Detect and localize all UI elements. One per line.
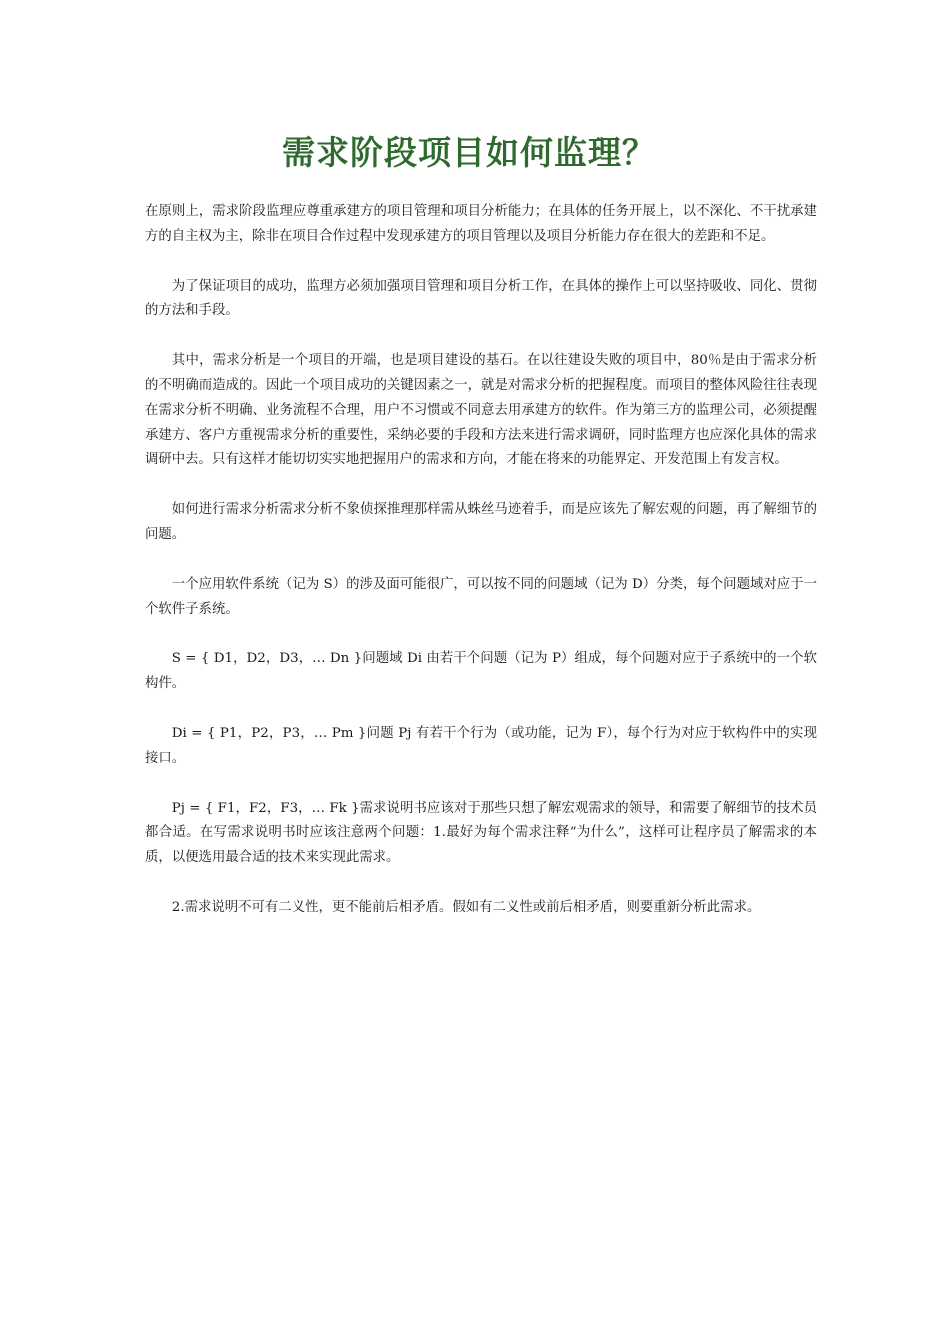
paragraph-project-success: 为了保证项目的成功，监理方必须加强项目管理和项目分析工作，在具体的操作上可以坚持吸收、同化、贯彻的方法和手段。: [145, 278, 817, 319]
paragraph-system-domains: 一个应用软件系统（记为 S）的涉及面可能很广，可以按不同的问题域（记为 D）分类，每个问题域对应于一个软件子系统。: [145, 576, 817, 617]
document-body: [145, 200, 817, 946]
paragraph-requirements-analysis: 其中，需求分析是一个项目的开端，也是项目建设的基石。在以往建设失败的项目中，80％是由于需求分析的不明确而造成的。因此一个项目成功的关键因素之一，就是对需求分析的把握程度。而项目的整体风险往往表现在需求分析不明确、业务流程不合理，用户不习惯或不同意去用承建方的软件。作为第三方的监理公司，必须提醒承建方、客户方重视需求分析的重要性，采纳必要的手段和方法来进行需求调研，同时监理方也应深化具体的需求调研中去。只有这样才能切切实实地把握用户的需求和方向，才能在将来的功能界定、开发范围上有发言权。: [145, 353, 817, 468]
page-title: 需求阶段项目如何监理？: [282, 133, 656, 172]
paragraph-function-set: Pj = { F1，F2，F3，… Fk }需求说明书应该对于那些只想了解宏观需求的领导，和需要了解细节的技术员都合适。在写需求说明书时应该注意两个问题：1.最好为每个需求注释“为什么”，这样可让程序员了解需求的本质，以便选用最合适的技术来实现此需求。: [145, 800, 817, 866]
paragraph-principle: 在原则上，需求阶段监理应尊重承建方的项目管理和项目分析能力；在具体的任务开展上，以不深化、不干扰承建方的自主权为主，除非在项目合作过程中发现承建方的项目管理以及项目分析能力存在很大的差距和不足。: [145, 204, 817, 244]
paragraph-problem-set: Di = { P1，P2，P3，… Pm }问题 Pj 有若干个行为（或功能，记为 F），每个行为对应于软构件中的实现接口。: [145, 725, 817, 766]
paragraph-how-to-analyze: 如何进行需求分析需求分析不象侦探推理那样需从蛛丝马迹着手，而是应该先了解宏观的问题，再了解细节的问题。: [145, 502, 817, 542]
paragraph-domain-set: S = { D1，D2，D3，… Dn }问题域 Di 由若干个问题（记为 P）组成，每个问题对应于子系统中的一个软构件。: [145, 651, 817, 692]
paragraph-no-ambiguity: 2.需求说明不可有二义性，更不能前后相矛盾。假如有二义性或前后相矛盾，则要重新分析此需求。: [171, 899, 761, 915]
